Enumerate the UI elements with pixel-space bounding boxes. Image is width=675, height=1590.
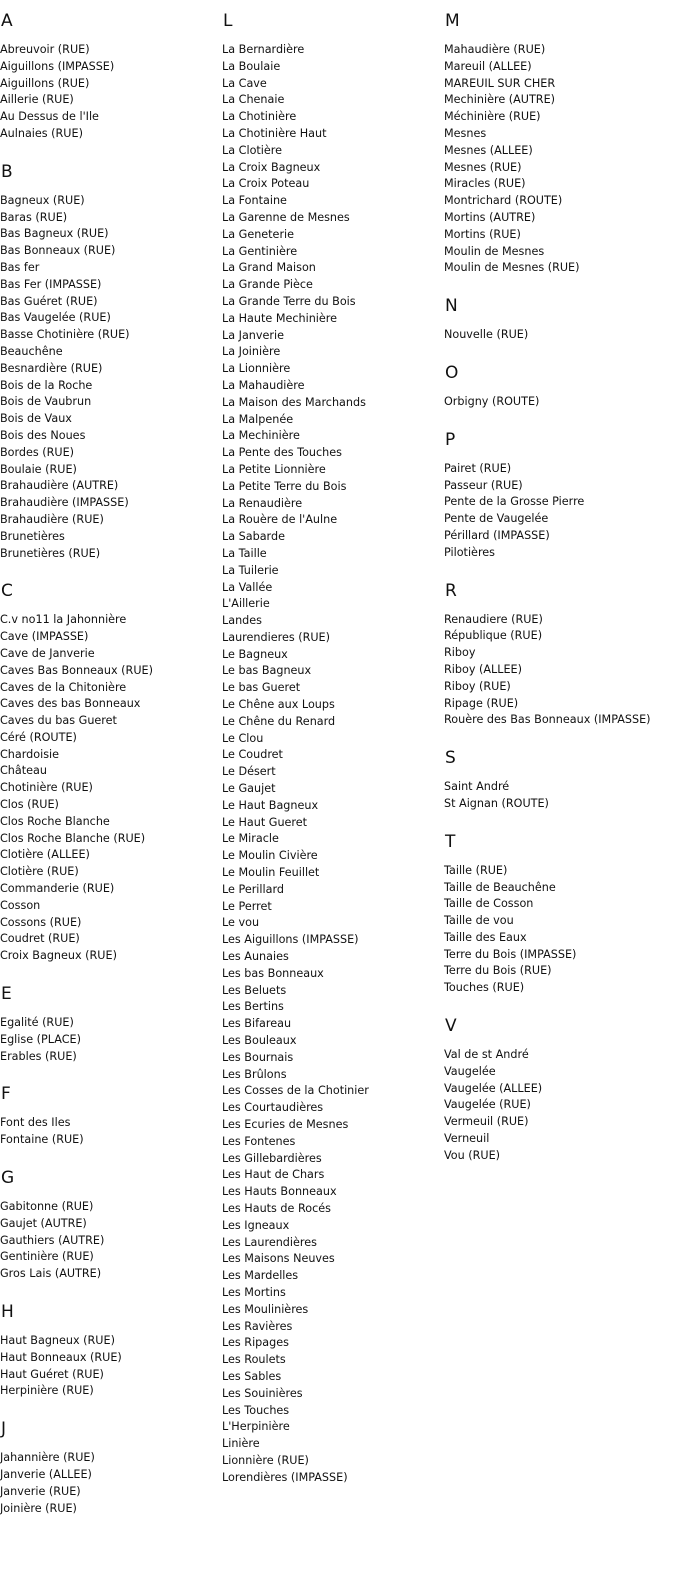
street-link[interactable]: Herpinière (RUE) — [0, 1384, 94, 1398]
street-link[interactable]: Commanderie (RUE) — [0, 882, 115, 896]
street-link[interactable]: Moulin de Mesnes (RUE) — [444, 261, 580, 275]
letter-heading: G — [1, 1168, 15, 1189]
street-list — [0, 612, 222, 965]
street-link[interactable]: Janverie (RUE) — [0, 1484, 81, 1498]
letter-group — [444, 581, 675, 730]
street-list — [444, 42, 675, 277]
street-link[interactable]: Les Brûlons — [222, 1067, 287, 1081]
letter-group — [444, 832, 675, 997]
street-link[interactable]: Le Clou — [222, 731, 264, 745]
street-link[interactable]: Mareuil (ALLEE) — [444, 59, 532, 73]
street-link[interactable]: Chotinière (RUE) — [0, 781, 93, 795]
street-link[interactable]: Mechinière (AUTRE) — [444, 93, 556, 107]
letter-heading: B — [1, 161, 13, 182]
street-link[interactable]: La Grand Maison — [222, 261, 316, 275]
letter-heading: J — [1, 1419, 7, 1440]
street-link[interactable]: Aiguillons (RUE) — [0, 76, 90, 90]
street-link[interactable]: Terre du Bois (RUE) — [444, 964, 552, 978]
letter-heading: F — [1, 1084, 11, 1105]
letter-group — [0, 1168, 222, 1283]
street-list — [0, 42, 222, 143]
letter-heading: N — [445, 296, 458, 317]
street-index-column-1 — [0, 0, 222, 1536]
street-link[interactable]: Les Sables — [222, 1369, 282, 1383]
street-link[interactable]: Le Haut Bagneux — [222, 798, 319, 812]
street-list — [0, 193, 222, 563]
street-link[interactable]: Passeur (RUE) — [444, 478, 523, 492]
street-link[interactable]: Les Igneaux — [222, 1218, 290, 1232]
letter-group — [444, 1016, 675, 1165]
street-link[interactable]: République (RUE) — [444, 629, 543, 643]
street-link[interactable]: La Chotinière Haut — [222, 126, 327, 140]
street-list — [444, 461, 675, 562]
street-link[interactable]: La Sabarde — [222, 530, 285, 544]
street-link[interactable]: Font des Iles — [0, 1116, 71, 1130]
street-link[interactable]: Bois de Vaubrun — [0, 395, 92, 409]
street-link[interactable]: Cave de Janverie — [0, 646, 95, 660]
street-link[interactable]: Les Ripages — [222, 1336, 289, 1350]
street-link[interactable]: Les Bournais — [222, 1050, 294, 1064]
street-link[interactable]: Les Cosses de la Chotinier — [222, 1084, 369, 1098]
street-link[interactable]: Linière — [222, 1437, 260, 1451]
street-link[interactable]: Taille de Beauchêne — [444, 880, 556, 894]
street-link[interactable]: La Cave — [222, 76, 267, 90]
street-link[interactable]: Château — [0, 764, 47, 778]
street-link[interactable]: La Haute Mechinière — [222, 311, 338, 325]
street-link[interactable]: St Aignan (ROUTE) — [444, 796, 549, 810]
street-link[interactable]: Les Hauts Bonneaux — [222, 1185, 337, 1199]
street-link[interactable]: Les Roulets — [222, 1353, 286, 1367]
letter-group — [0, 1084, 222, 1149]
street-link[interactable]: Aulnaies (RUE) — [0, 126, 83, 140]
street-link[interactable]: Vermeuil (RUE) — [444, 1115, 529, 1129]
street-link[interactable]: Méchinière (RUE) — [444, 110, 541, 124]
street-list — [444, 394, 675, 411]
street-link[interactable]: Pilotières — [444, 545, 496, 559]
street-link[interactable]: La Geneterie — [222, 227, 295, 241]
street-link[interactable]: Caves Bas Bonneaux (RUE) — [0, 663, 153, 677]
street-link[interactable]: Gauthiers (AUTRE) — [0, 1233, 105, 1247]
street-link[interactable]: Verneuil — [444, 1132, 490, 1146]
street-link[interactable]: Le Miracle — [222, 832, 279, 846]
street-link[interactable]: La Fontaine — [222, 194, 287, 208]
street-link[interactable]: Gabitonne (RUE) — [0, 1200, 94, 1214]
street-link[interactable]: Les Mortins — [222, 1285, 286, 1299]
street-link[interactable]: Les bas Bonneaux — [222, 966, 324, 980]
street-link[interactable]: Miracles (RUE) — [444, 177, 526, 191]
street-link[interactable]: Bagneux (RUE) — [0, 193, 85, 207]
street-link[interactable]: Pente de la Grosse Pierre — [444, 495, 585, 509]
street-link[interactable]: La Tuilerie — [222, 563, 279, 577]
street-link[interactable]: Le Chêne aux Loups — [222, 698, 335, 712]
letter-heading: C — [1, 581, 13, 602]
street-link[interactable]: Périllard (IMPASSE) — [444, 528, 550, 542]
street-list — [222, 42, 444, 1487]
street-link[interactable]: Gentinière (RUE) — [0, 1250, 94, 1264]
letter-group — [444, 748, 675, 813]
street-link[interactable]: Les Touches — [222, 1403, 290, 1417]
street-link[interactable]: Boulaie (RUE) — [0, 462, 77, 476]
street-link[interactable]: La Maison des Marchands — [222, 395, 366, 409]
street-link[interactable]: L'Aillerie — [222, 597, 270, 611]
street-link[interactable]: Nouvelle (RUE) — [444, 328, 529, 342]
letter-heading: A — [1, 11, 13, 31]
street-link[interactable]: Aillerie (RUE) — [0, 93, 74, 107]
street-link[interactable]: Mesnes (RUE) — [444, 160, 522, 174]
street-link[interactable]: Les Maisons Neuves — [222, 1252, 335, 1266]
street-link[interactable]: Erables (RUE) — [0, 1049, 77, 1063]
street-list — [0, 1333, 222, 1400]
street-link[interactable]: Taille (RUE) — [444, 863, 508, 877]
street-link[interactable]: Orbigny (ROUTE) — [444, 394, 540, 408]
street-link[interactable]: La Grande Terre du Bois — [222, 294, 356, 308]
street-link[interactable]: Mesnes — [444, 126, 487, 140]
street-link[interactable]: La Lionnière — [222, 362, 291, 376]
street-link[interactable]: Janverie (ALLEE) — [0, 1468, 92, 1481]
street-link[interactable]: Terre du Bois (IMPASSE) — [444, 947, 577, 961]
street-link[interactable]: La Joinière — [222, 345, 281, 359]
letter-group — [444, 430, 675, 562]
street-link[interactable]: Le Perret — [222, 899, 272, 913]
street-link[interactable]: La Bernardière — [222, 43, 305, 56]
street-link[interactable]: Mesnes (ALLEE) — [444, 143, 533, 157]
letter-heading: V — [445, 1016, 457, 1037]
street-link[interactable]: Brunetières (RUE) — [0, 546, 101, 560]
street-link[interactable]: Au Dessus de l'Ile — [0, 110, 99, 124]
street-link[interactable]: La Petite Lionnière — [222, 462, 326, 476]
street-link[interactable]: Les Bifareau — [222, 1017, 292, 1031]
letter-heading: L — [223, 11, 233, 31]
street-link[interactable]: Le Haut Gueret — [222, 815, 308, 829]
letter-group — [0, 984, 222, 1065]
street-list — [444, 1047, 675, 1165]
street-link[interactable]: Aiguillons (IMPASSE) — [0, 59, 115, 73]
street-link[interactable]: Joinière (RUE) — [0, 1501, 77, 1515]
street-link[interactable]: Cossons (RUE) — [0, 915, 82, 929]
street-link[interactable]: Clos Roche Blanche — [0, 814, 110, 828]
street-link[interactable]: Le bas Bagneux — [222, 664, 312, 678]
street-link[interactable]: Bas fer — [0, 260, 40, 274]
street-link[interactable]: Gaujet (AUTRE) — [0, 1216, 87, 1230]
street-link[interactable]: Coudret (RUE) — [0, 932, 80, 946]
street-link[interactable]: Egalité (RUE) — [0, 1016, 74, 1030]
street-link[interactable]: Les Haut de Chars — [222, 1168, 325, 1182]
street-link[interactable]: Bordes (RUE) — [0, 445, 75, 459]
street-link[interactable]: Le Bagneux — [222, 647, 288, 661]
street-link[interactable]: Le Chêne du Renard — [222, 714, 336, 728]
street-link[interactable]: Lorendières (IMPASSE) — [222, 1470, 348, 1484]
letter-heading: M — [445, 11, 460, 31]
letter-heading: E — [1, 984, 12, 1005]
street-link[interactable]: Les Gillebardières — [222, 1151, 322, 1165]
street-link[interactable]: Riboy — [444, 646, 476, 660]
letter-group — [444, 363, 675, 411]
street-link[interactable]: Bas Bonneaux (RUE) — [0, 244, 116, 258]
street-link[interactable]: Les Ravières — [222, 1319, 293, 1333]
street-link[interactable]: Beauchêne — [0, 344, 63, 358]
street-link[interactable]: La Croix Bagneux — [222, 160, 321, 174]
street-link[interactable]: Vaugelée (ALLEE) — [444, 1081, 543, 1095]
street-link[interactable]: Clos Roche Blanche (RUE) — [0, 831, 146, 845]
street-link[interactable]: Pente de Vaugelée — [444, 512, 549, 526]
street-link[interactable]: Vaugelée — [444, 1064, 496, 1078]
street-link[interactable]: MAREUIL SUR CHER — [444, 76, 556, 90]
street-link[interactable]: Mortins (RUE) — [444, 227, 521, 241]
street-link[interactable]: La Grande Pièce — [222, 278, 313, 292]
street-link[interactable]: Riboy (ALLEE) — [444, 662, 522, 676]
street-link[interactable]: La Chotinière — [222, 110, 297, 124]
letter-group — [444, 296, 675, 344]
street-link[interactable]: Les Bouleaux — [222, 1034, 297, 1048]
street-link[interactable]: Les Laurendières — [222, 1235, 317, 1249]
street-link[interactable]: Lionnière (RUE) — [222, 1453, 309, 1467]
letter-group — [222, 11, 444, 1487]
street-link[interactable]: Haut Guéret (RUE) — [0, 1367, 104, 1381]
street-link[interactable]: Taille de vou — [444, 914, 514, 928]
street-link[interactable]: La Rouère de l'Aulne — [222, 513, 338, 527]
street-link[interactable]: La Boulaie — [222, 59, 281, 73]
street-link[interactable]: Le vou — [222, 916, 260, 930]
street-link[interactable]: Cosson — [0, 898, 41, 912]
street-link[interactable]: Bois de Vaux — [0, 412, 72, 426]
street-link[interactable]: Baras (RUE) — [0, 210, 68, 224]
street-link[interactable]: Vaugelée (RUE) — [444, 1098, 531, 1112]
street-link[interactable]: Landes — [222, 614, 262, 628]
street-link[interactable]: La Vallée — [222, 580, 273, 594]
letter-heading: O — [445, 362, 459, 383]
street-list — [444, 327, 675, 344]
letter-group — [0, 11, 222, 143]
street-link[interactable]: La Petite Terre du Bois — [222, 479, 347, 493]
street-link[interactable]: La Taille — [222, 546, 267, 560]
street-link[interactable]: La Croix Poteau — [222, 177, 310, 191]
street-link[interactable]: Moulin de Mesnes — [444, 244, 545, 258]
letter-heading: R — [445, 580, 457, 601]
street-link[interactable]: Bois de la Roche — [0, 378, 93, 392]
street-link[interactable]: Le Gaujet — [222, 782, 276, 796]
letter-heading: T — [445, 831, 456, 852]
letter-group — [444, 11, 675, 277]
street-link[interactable]: Brahaudière (AUTRE) — [0, 479, 119, 493]
street-link[interactable]: La Clotière — [222, 143, 283, 157]
street-link[interactable]: Rouère des Bas Bonneaux (IMPASSE) — [444, 713, 651, 727]
street-index-column-3 — [444, 0, 675, 1184]
street-link[interactable]: Val de st André — [444, 1048, 529, 1062]
street-link[interactable]: Gros Lais (AUTRE) — [0, 1267, 102, 1281]
street-link[interactable]: Les Aunaies — [222, 950, 289, 964]
street-link[interactable]: Besnardière (RUE) — [0, 361, 103, 375]
street-link[interactable]: Le Moulin Civière — [222, 849, 318, 863]
street-link[interactable]: Les Mardelles — [222, 1269, 299, 1283]
street-link[interactable]: Taille des Eaux — [444, 930, 527, 944]
street-link[interactable]: Haut Bagneux (RUE) — [0, 1334, 115, 1348]
street-link[interactable]: Les Moulinières — [222, 1302, 309, 1316]
street-link[interactable]: Renaudiere (RUE) — [444, 612, 543, 626]
street-link[interactable]: Brunetières — [0, 529, 65, 543]
street-link[interactable]: Clotière (RUE) — [0, 865, 79, 879]
street-link[interactable]: Brahaudière (IMPASSE) — [0, 496, 129, 510]
street-link[interactable]: Vou (RUE) — [444, 1148, 501, 1162]
street-link[interactable]: Caves de la Chitonière — [0, 680, 127, 694]
letter-group — [0, 1419, 222, 1517]
street-link[interactable]: Bois des Noues — [0, 428, 86, 442]
street-link[interactable]: C.v no11 la Jahonnière — [0, 613, 127, 627]
street-link[interactable]: Taille de Cosson — [444, 897, 534, 911]
street-link[interactable]: Bas Guéret (RUE) — [0, 294, 98, 308]
street-link[interactable]: Les Bertins — [222, 1000, 284, 1014]
street-link[interactable]: Mortins (AUTRE) — [444, 210, 536, 224]
street-link[interactable]: Croix Bagneux (RUE) — [0, 949, 117, 963]
street-link[interactable]: Bas Vaugelée (RUE) — [0, 311, 111, 325]
letter-group — [0, 581, 222, 965]
street-link[interactable]: Les Souinières — [222, 1386, 303, 1400]
street-link[interactable]: Les Courtaudières — [222, 1101, 324, 1115]
street-link[interactable]: Pairet (RUE) — [444, 461, 512, 475]
street-link[interactable]: Brahaudière (RUE) — [0, 512, 104, 526]
street-link[interactable]: La Janverie — [222, 328, 284, 342]
street-link[interactable]: Basse Chotinière (RUE) — [0, 328, 130, 342]
letter-heading: S — [445, 748, 456, 769]
street-link[interactable]: Cave (IMPASSE) — [0, 630, 89, 644]
letter-heading: H — [1, 1302, 14, 1323]
street-link[interactable]: Caves du bas Gueret — [0, 714, 117, 728]
street-list — [0, 1450, 222, 1517]
street-link[interactable]: Caves des bas Bonneaux — [0, 697, 141, 711]
street-link[interactable]: La Garenne de Mesnes — [222, 210, 350, 224]
street-link[interactable]: Le Moulin Feuillet — [222, 866, 320, 880]
street-link[interactable]: La Gentinière — [222, 244, 298, 258]
street-link[interactable]: Céré (ROUTE) — [0, 730, 77, 744]
letter-heading: P — [445, 429, 456, 450]
street-link[interactable]: Eglise (PLACE) — [0, 1032, 81, 1046]
street-link[interactable]: Bas Bagneux (RUE) — [0, 227, 109, 241]
street-list — [0, 1115, 222, 1149]
street-link[interactable]: Le Coudret — [222, 748, 283, 762]
street-link[interactable]: La Mechinière — [222, 429, 300, 443]
street-link[interactable]: Mahaudière (RUE) — [444, 43, 546, 56]
street-link[interactable]: Les Hauts de Rocés — [222, 1201, 331, 1215]
street-link[interactable]: Les Fontenes — [222, 1134, 296, 1148]
street-link[interactable]: Clos (RUE) — [0, 798, 59, 812]
street-link[interactable]: La Renaudière — [222, 496, 303, 510]
street-link[interactable]: Haut Bonneaux (RUE) — [0, 1350, 122, 1364]
street-link[interactable]: Touches (RUE) — [444, 981, 525, 995]
street-index-column-2 — [222, 0, 444, 1506]
street-link[interactable]: Les Ecuries de Mesnes — [222, 1118, 349, 1131]
street-link[interactable]: Abreuvoir (RUE) — [0, 43, 90, 56]
street-link[interactable]: La Pente des Touches — [222, 446, 342, 460]
street-list — [444, 612, 675, 730]
street-link[interactable]: Bas Fer (IMPASSE) — [0, 277, 102, 291]
street-link[interactable]: Saint André — [444, 780, 510, 794]
street-list — [444, 779, 675, 813]
street-link[interactable]: Laurendieres (RUE) — [222, 630, 330, 644]
street-link[interactable]: La Malpenée — [222, 412, 294, 426]
street-link[interactable]: Le Perillard — [222, 882, 284, 896]
street-link[interactable]: Les Beluets — [222, 983, 287, 997]
street-link[interactable]: Montrichard (ROUTE) — [444, 194, 563, 208]
street-link[interactable]: L'Herpinière — [222, 1420, 290, 1434]
street-link[interactable]: Le Désert — [222, 765, 276, 779]
street-link[interactable]: Riboy (RUE) — [444, 679, 511, 693]
street-link[interactable]: Fontaine (RUE) — [0, 1133, 84, 1147]
street-link[interactable]: Les Aiguillons (IMPASSE) — [222, 933, 359, 947]
street-list — [444, 863, 675, 997]
street-link[interactable]: Le bas Gueret — [222, 681, 301, 695]
street-link[interactable]: Ripage (RUE) — [444, 696, 519, 710]
street-link[interactable]: Clotière (ALLEE) — [0, 848, 90, 862]
street-list — [0, 1199, 222, 1283]
street-link[interactable]: La Mahaudière — [222, 378, 305, 392]
letter-group — [0, 162, 222, 563]
street-link[interactable]: La Chenaie — [222, 93, 285, 107]
street-link[interactable]: Jahannière (RUE) — [0, 1451, 95, 1465]
street-list — [0, 1015, 222, 1065]
letter-group — [0, 1302, 222, 1400]
street-link[interactable]: Chardoisie — [0, 747, 60, 761]
